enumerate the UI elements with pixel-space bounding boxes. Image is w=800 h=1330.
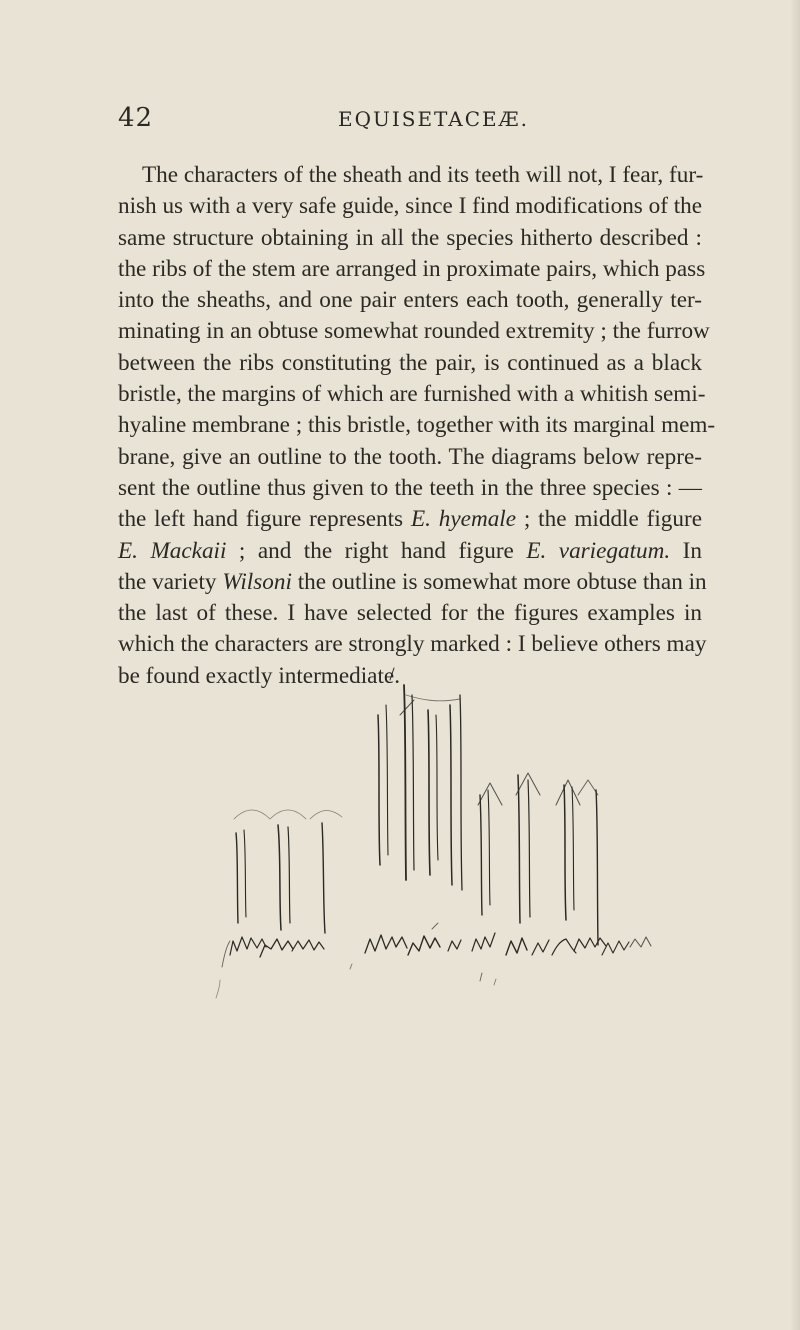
species-name: Wilsoni [222,568,292,595]
page-header [118,103,718,143]
text-segment: minating in an obtuse somewhat rounded extremity ; the furrow [118,318,710,345]
text-segment: bristle, the margins of which are furnished with a whitish semi- [118,381,706,408]
species-name: E. variegatum. [526,537,671,564]
text-segment: In [670,537,702,564]
text-segment: nish us with a very safe guide, since I find modifications of the [118,193,703,220]
text-line [118,442,702,473]
text-line [118,316,710,347]
text-line [118,191,702,222]
text-line [118,567,707,598]
text-line [118,598,702,629]
text-segment: same structure obtaining in all the species hitherto described : [118,224,702,251]
figure-middle-mackaii [350,668,462,969]
text-segment: be found exactly intermediate. [118,662,400,689]
text-segment: the variety [118,568,223,595]
text-line [118,348,702,379]
text-segment: sent the outline thus given to the teeth in the three species : — [118,474,702,501]
body-paragraph [118,160,716,692]
text-line [118,410,716,441]
text-line [118,160,702,191]
text-segment: ; and the right hand figure [226,537,527,564]
text-segment: between the ribs constituting the pair, is continued as a black [118,349,702,376]
text-segment: the left hand figure represents [118,506,411,533]
text-line [118,536,702,567]
text-segment: which the characters are strongly marked : I believe others may [118,631,707,658]
text-segment: the outline is somewhat more obtuse than in [291,568,707,595]
text-segment: ; the middle figure [516,506,702,533]
species-name: E. hyemale [410,506,517,533]
text-segment: the last of these. I have selected for the figures examples in [118,600,702,627]
tooth-outline-figure [160,655,680,1035]
figure-left-hyemale [216,810,342,998]
text-segment: The characters of the sheath and its teeth will not, I fear, fur- [142,162,704,188]
text-line [118,254,706,285]
species-name: E. Mackaii [118,537,227,564]
text-line [118,504,702,535]
text-segment: into the sheaths, and one pair enters each tooth, generally ter- [118,287,702,314]
text-segment: the ribs of the stem are arranged in proximate pairs, which pass [118,255,706,282]
page-edge-shadow [790,0,800,1330]
text-line [118,473,702,504]
running-head: EQUISETACEÆ. [338,107,530,131]
text-line [118,223,702,254]
text-segment: brane, give an outline to the tooth. The diagrams below repre- [118,443,702,470]
page-number: 42 [118,103,154,133]
text-segment: hyaline membrane ; this bristle, together with its marginal mem- [118,412,716,439]
figure-right-variegatum [472,773,651,985]
text-line [118,285,702,316]
text-line [118,379,706,410]
